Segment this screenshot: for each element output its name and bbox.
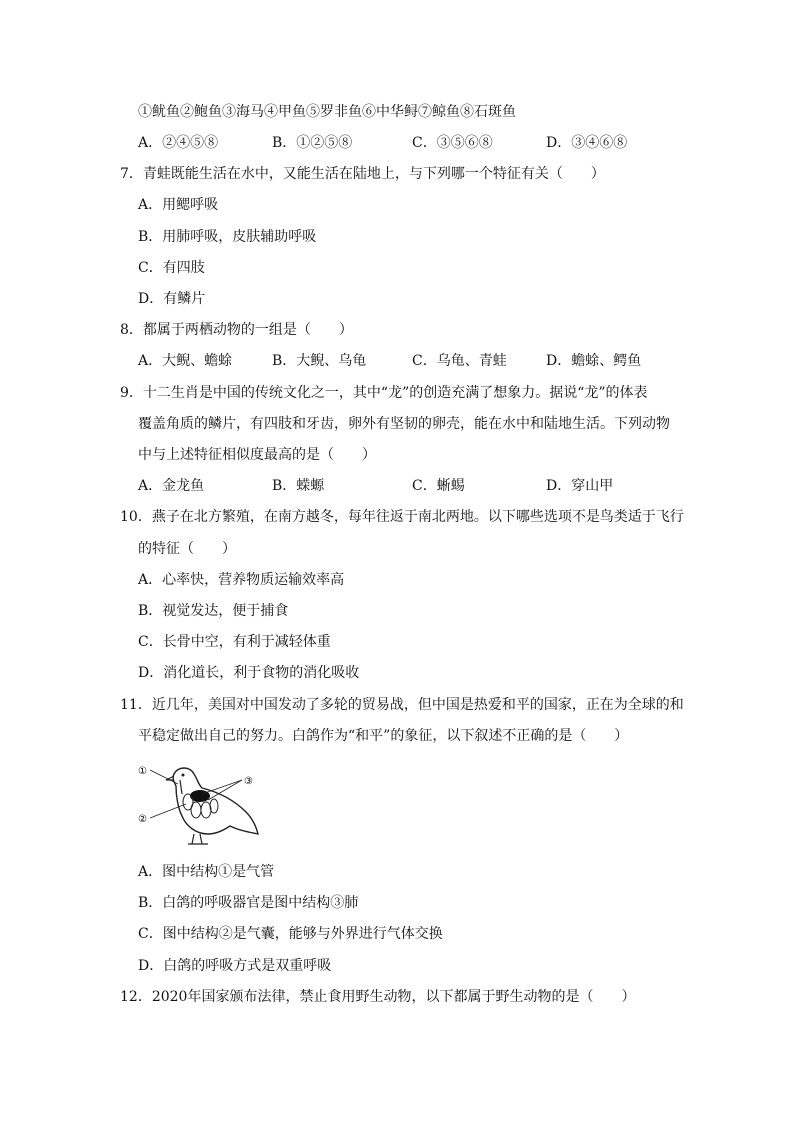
q6-items: ①鱿鱼②鲍鱼③海马④甲鱼⑤罗非鱼⑥中华鲟⑦鲸鱼⑧石斑鱼 bbox=[138, 104, 516, 120]
figure-label-1: ① bbox=[138, 766, 147, 777]
q6-option-b: B．①②⑤⑧ bbox=[272, 135, 353, 151]
q9-stem-line-3: 中与上述特征相似度最高的是（ ） bbox=[138, 447, 376, 463]
q8-option-d: D．蟾蜍、鳄鱼 bbox=[546, 353, 642, 369]
q10-option-c: C．长骨中空，有利于减轻体重 bbox=[138, 634, 331, 650]
air-sac-3 bbox=[201, 802, 211, 818]
q9-stem-line-1: 9．十二生肖是中国的传统文化之一，其中“龙”的创造充满了想象力。据说“龙”的体表 bbox=[120, 385, 648, 401]
trachea-line bbox=[180, 780, 182, 794]
q11-option-c: C．图中结构②是气囊，能够与外界进行气体交换 bbox=[138, 926, 443, 942]
q10-option-d: D．消化道长，利于食物的消化吸收 bbox=[138, 665, 360, 681]
q7-option-a: A．用鳃呼吸 bbox=[138, 197, 219, 213]
q10-option-b: B．视觉发达，便于捕食 bbox=[138, 603, 289, 619]
q7-option-c: C．有四肢 bbox=[138, 260, 205, 276]
q9-option-b: B．蝾螈 bbox=[272, 478, 325, 494]
q8-option-b: B．大鲵、乌龟 bbox=[272, 353, 367, 369]
q10-option-a: A．心率快，营养物质运输效率高 bbox=[138, 572, 345, 588]
q11-option-b: B．白鸽的呼吸器官是图中结构③肺 bbox=[138, 895, 359, 911]
q7-option-b: B．用肺呼吸，皮肤辅助呼吸 bbox=[138, 229, 317, 245]
q12-stem: 12．2020年国家颁布法律，禁止食用野生动物，以下都属于野生动物的是（ ） bbox=[120, 989, 636, 1005]
q9-stem-line-2: 覆盖角质的鳞片，有四肢和牙齿，卵外有坚韧的卵壳，能在水中和陆地生活。下列动物 bbox=[138, 416, 670, 432]
q10-stem-line-1: 10．燕子在北方繁殖，在南方越冬，每年往返于南北两地。以下哪些选项不是鸟类适于飞行 bbox=[120, 509, 684, 525]
air-sac-4 bbox=[210, 799, 218, 813]
q6-option-c: C．③⑤⑥⑧ bbox=[412, 135, 493, 151]
q8-option-c: C．乌龟、青蛙 bbox=[412, 353, 507, 369]
pigeon-legs bbox=[188, 834, 208, 844]
q11-stem-line-1: 11．近几年，美国对中国发动了多轮的贸易战，但中国是热爱和平的国家，正在为全球的和 bbox=[120, 697, 684, 713]
q11-option-d: D．白鸽的呼吸方式是双重呼吸 bbox=[138, 958, 332, 974]
q10-stem-line-2: 的特征（ ） bbox=[138, 541, 236, 557]
q9-option-c: C．蜥蜴 bbox=[412, 478, 465, 494]
q8-option-a: A．大鲵、蟾蜍 bbox=[138, 353, 233, 369]
q9-option-d: D．穿山甲 bbox=[546, 478, 614, 494]
pigeon-respiratory-figure bbox=[138, 760, 268, 850]
figure-label-2: ② bbox=[138, 814, 147, 825]
q7-option-d: D．有鳞片 bbox=[138, 291, 206, 307]
pigeon-illustration bbox=[138, 760, 268, 850]
figure-label-3: ③ bbox=[244, 776, 253, 787]
q11-option-a: A．图中结构①是气管 bbox=[138, 864, 275, 880]
q6-option-a: A．②④⑤⑧ bbox=[138, 135, 219, 151]
q9-option-a: A．金龙鱼 bbox=[138, 478, 205, 494]
q11-stem-line-2: 平稳定做出自己的努力。白鸽作为“和平”的象征，以下叙述不正确的是（ ） bbox=[138, 728, 629, 744]
air-sac-2 bbox=[191, 802, 201, 818]
q6-option-d: D．③④⑥⑧ bbox=[546, 135, 628, 151]
pigeon-eye bbox=[182, 774, 185, 777]
q7-stem: 7．青蛙既能生活在水中，又能生活在陆地上，与下列哪一个特征有关（ ） bbox=[120, 166, 605, 182]
q8-stem: 8．都属于两栖动物的一组是（ ） bbox=[120, 322, 353, 338]
